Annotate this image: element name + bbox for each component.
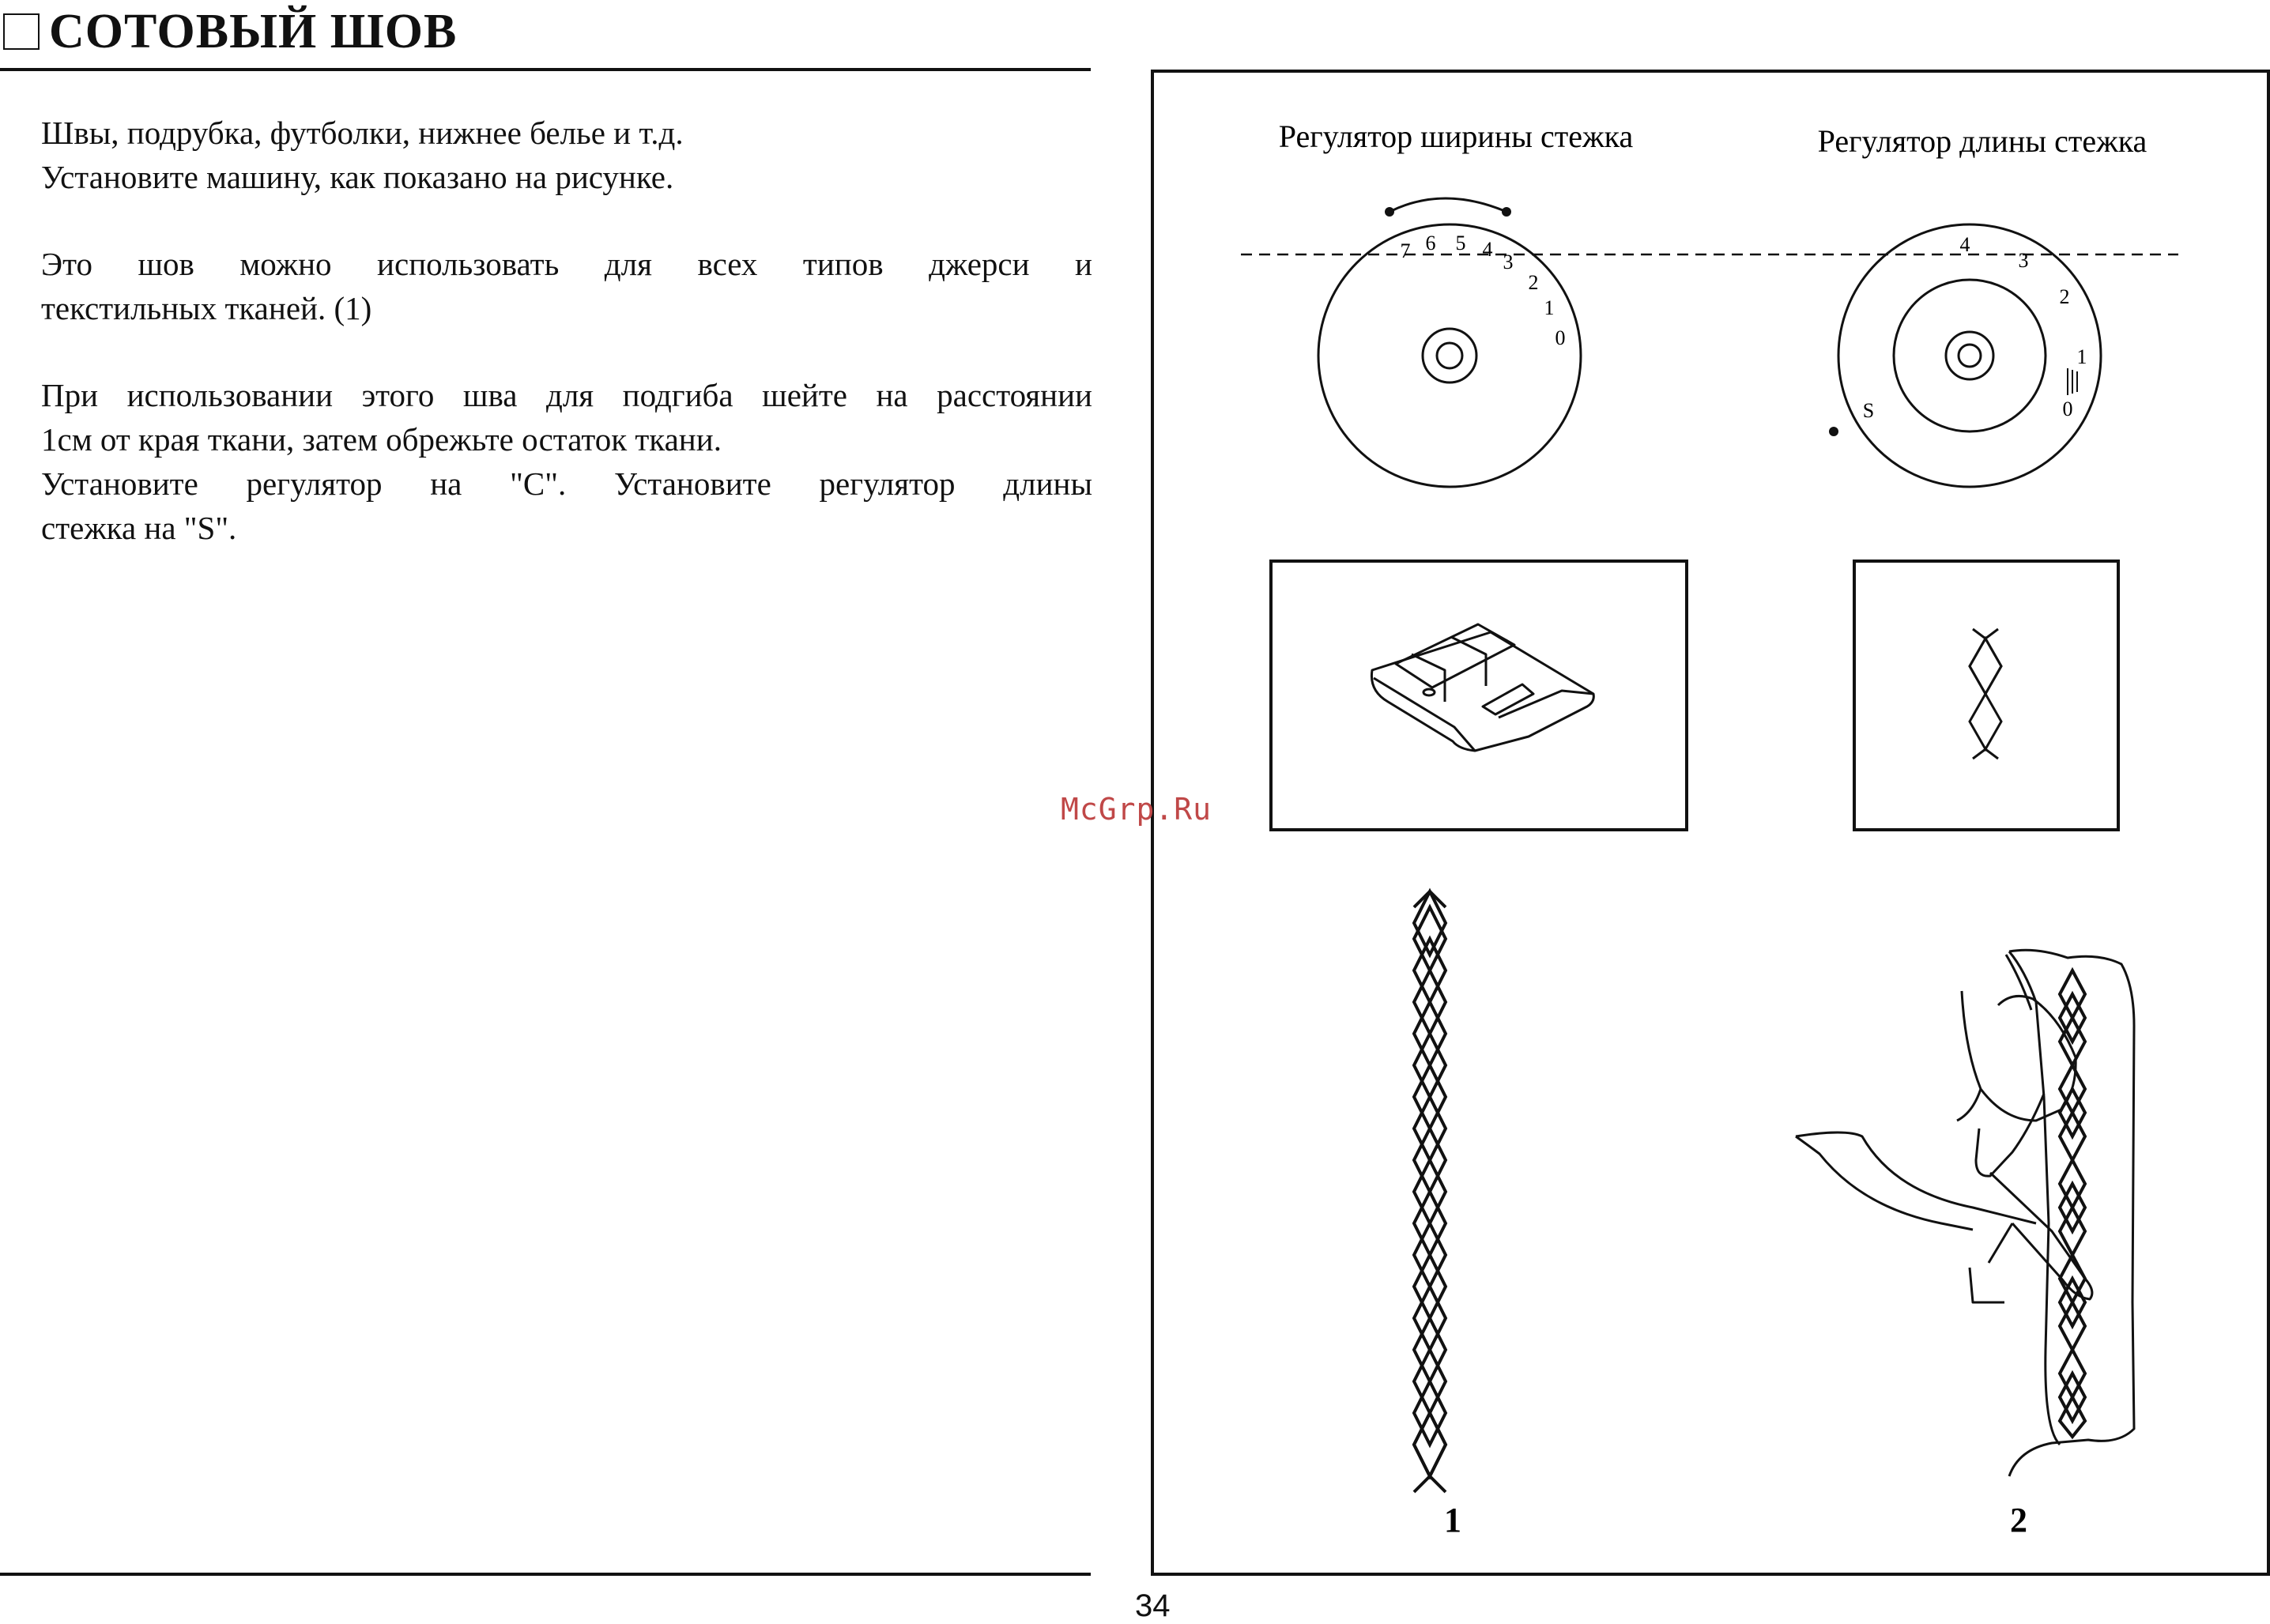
dial-number: 7 xyxy=(1400,239,1411,262)
dial-number: S xyxy=(1862,399,1875,422)
section-header xyxy=(0,0,457,63)
dial-number: 4 xyxy=(1482,238,1493,261)
instructions-text xyxy=(41,111,1092,550)
watermark: McGrp.Ru xyxy=(1061,792,1212,827)
text-line: 1см от края ткани, затем обрежьте остаток ткани. xyxy=(41,421,722,458)
honeycomb-stitch-sample xyxy=(1414,891,1446,1492)
dial-number: 0 xyxy=(1555,326,1566,349)
dial-number: 2 xyxy=(2059,285,2070,308)
length-dial-label: Регулятор длины стежка xyxy=(1817,123,2147,159)
page-number: 34 xyxy=(1135,1588,1171,1623)
page-title: СОТОВЫЙ ШОВ xyxy=(49,4,458,58)
dial-number: 1 xyxy=(2076,345,2087,368)
stitch-length-dial xyxy=(1829,224,2101,487)
text-line: стежка на "S". xyxy=(41,510,237,546)
text-line: Установите регулятор на "С". Установите регулятор длины xyxy=(41,465,1092,502)
text-line: текстильных тканей. (1) xyxy=(41,290,372,326)
presser-foot-icon xyxy=(1371,624,1593,751)
illustration-panel xyxy=(1151,70,2270,1576)
width-dial-label: Регулятор ширины стежка xyxy=(1278,119,1634,154)
dial-number: 1 xyxy=(1544,296,1555,319)
checkbox-square-icon xyxy=(3,13,40,50)
dial-number: 4 xyxy=(1959,233,1970,256)
text-line: Швы, подрубка, футболки, нижнее белье и т.д. xyxy=(41,115,684,151)
text-line: Это шов можно использовать для всех типов джерси и xyxy=(41,246,1092,282)
text-line: При использовании этого шва для подгиба шейте на расстоянии xyxy=(41,377,1092,413)
dial-number: 0 xyxy=(2062,398,2073,420)
stitch-pattern-icon xyxy=(1970,629,2001,759)
bottom-rule xyxy=(0,1573,1091,1576)
dial-number: 3 xyxy=(2018,249,2029,272)
figure-label-2: 2 xyxy=(2010,1501,2027,1539)
presser-foot-box xyxy=(1271,561,1687,830)
trimming-hand-illustration xyxy=(1796,950,2134,1476)
dial-number: 2 xyxy=(1528,271,1539,294)
figure-label-1: 1 xyxy=(1444,1501,1461,1539)
text-line: Установите машину, как показано на рисунке. xyxy=(41,159,674,195)
dial-number: 6 xyxy=(1425,232,1436,254)
top-rule xyxy=(0,68,1091,71)
stitch-width-dial xyxy=(1318,198,1581,487)
dial-number: 5 xyxy=(1455,232,1466,254)
dial-number: 3 xyxy=(1503,251,1514,273)
